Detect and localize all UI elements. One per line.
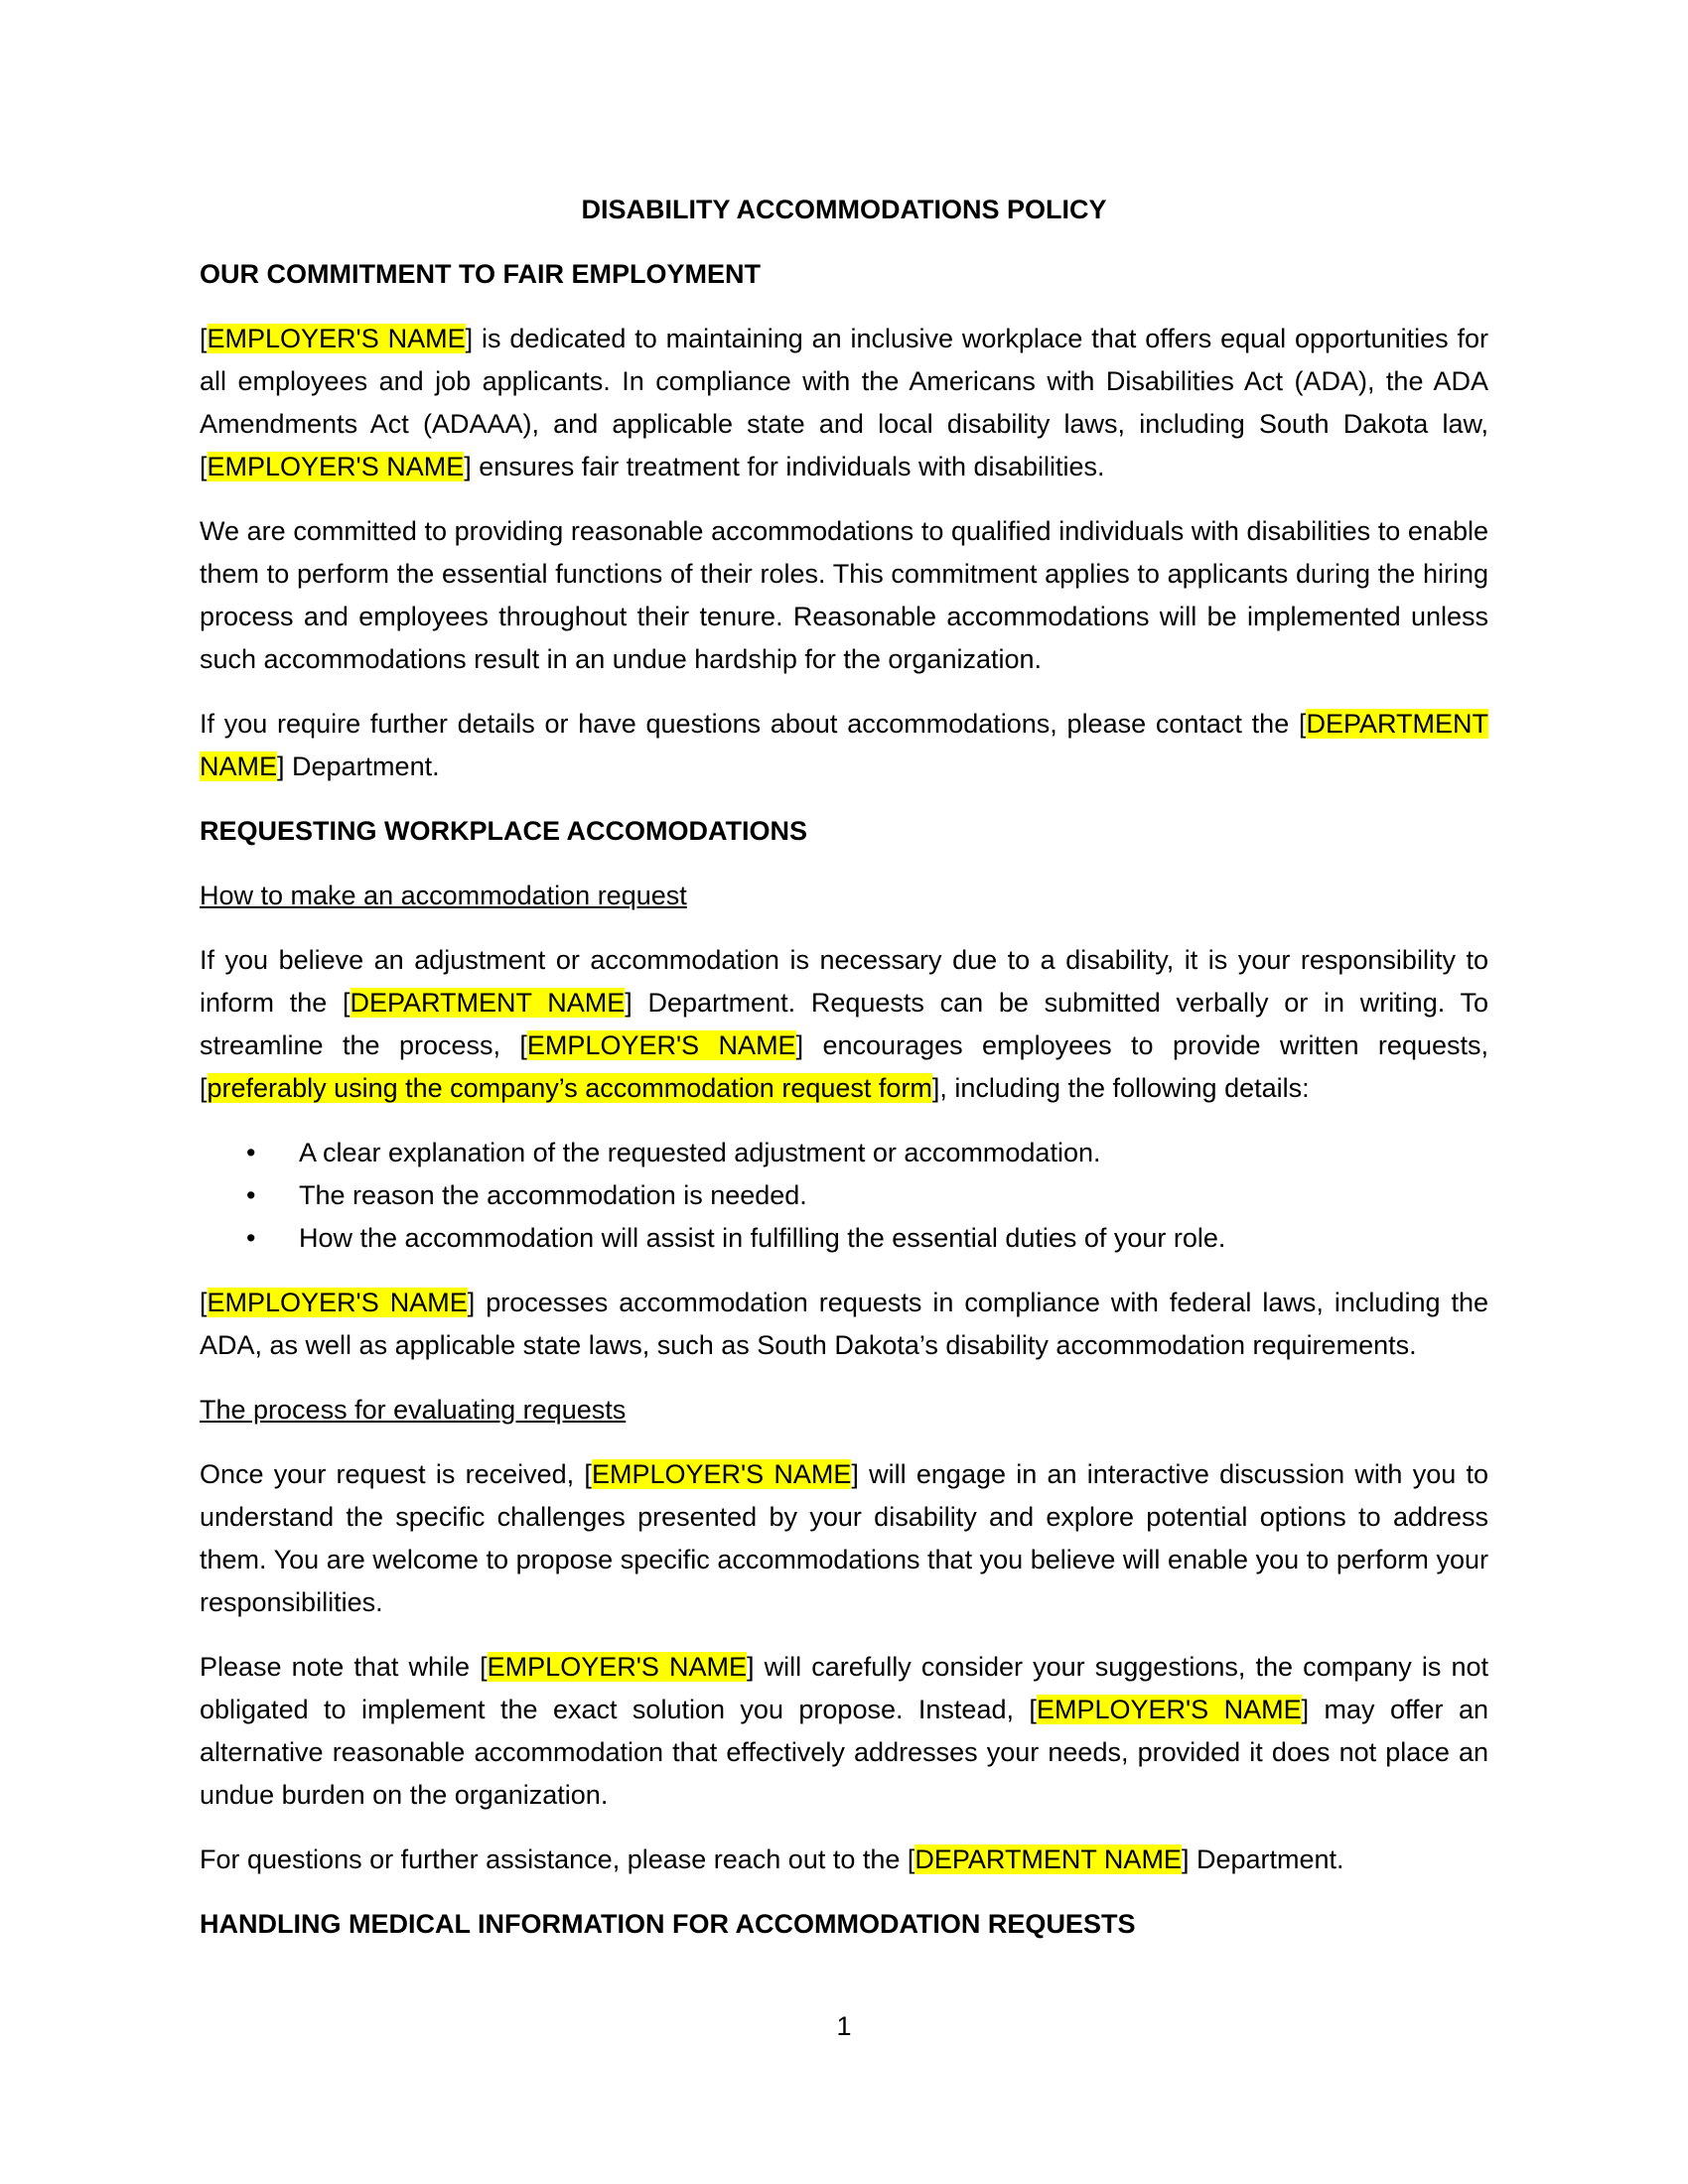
paragraph-commitment-accommodations: We are committed to providing reasonable accommodations to qualified individuals with disabilities to enable them to perform the essential functions of their roles. This commitment applies to applicants during the hiring process and employees throughout their tenure. Reasonable accommodations will be implemented unless such accommodations result in an undue hardship for the organization. [200, 516, 1488, 674]
employer-name-placeholder: EMPLOYER'S NAME [526, 1030, 796, 1060]
text-run: ] Department. [1181, 1844, 1344, 1874]
text-run: ] is dedicated to maintaining an inclusive workplace that offers equal opportunities for all employees and job applicants. In compliance with the Americans with Disabilities Act (ADA), the ADA Amendments Act (ADAAA), and applicable state and local disability laws, including South Dakota law, [ [200, 324, 1488, 481]
paragraph-request-intro [200, 939, 1488, 1110]
subheading-how-to-request: How to make an accommodation request [200, 881, 687, 910]
bullet-icon: • [246, 1223, 256, 1253]
document-title: DISABILITY ACCOMMODATIONS POLICY [581, 195, 1107, 224]
employer-name-placeholder: EMPLOYER'S NAME [207, 1288, 468, 1317]
paragraph-interactive-discussion [200, 1453, 1488, 1624]
employer-name-placeholder: EMPLOYER'S NAME [487, 1652, 748, 1682]
list-item [200, 1217, 1488, 1260]
department-name-placeholder: DEPARTMENT NAME [914, 1844, 1182, 1874]
list-item [200, 1132, 1488, 1174]
list-item-text: A clear explanation of the requested adjustment or accommodation. [299, 1138, 1101, 1167]
paragraph-further-assistance [200, 1839, 1488, 1881]
text-run: For questions or further assistance, please reach out to the [ [200, 1844, 915, 1874]
text-run: Once your request is received, [ [200, 1459, 592, 1489]
text-run: ] processes accommodation requests in compliance with federal laws, including the ADA, as well as applicable state laws, such as South Dakota’s disability accommodation requirements. [200, 1288, 1488, 1360]
list-item [200, 1174, 1488, 1217]
request-details-list [200, 1132, 1488, 1260]
employer-name-placeholder: EMPLOYER'S NAME [207, 452, 465, 481]
text-run: ] may offer an alternative reasonable accommodation that effectively addresses your needs, provided it does not place an undue burden on the organization. [200, 1695, 1488, 1810]
text-run: ], including the following details: [931, 1073, 1310, 1103]
text-run: ] will carefully consider your suggestions, the company is not obligated to implement the exact solution you propose. Instead, [ [200, 1652, 1488, 1724]
employer-name-placeholder: EMPLOYER'S NAME [1036, 1695, 1302, 1724]
paragraph-alternative-accommodation [200, 1646, 1488, 1817]
list-item-text: The reason the accommodation is needed. [299, 1180, 807, 1210]
section-heading-medical-information: HANDLING MEDICAL INFORMATION FOR ACCOMMODATION REQUESTS [200, 1909, 1136, 1939]
employer-name-placeholder: EMPLOYER'S NAME [591, 1459, 852, 1489]
paragraph-commitment-contact [200, 703, 1488, 788]
bullet-icon: • [246, 1138, 256, 1167]
text-run: If you believe an adjustment or accommodation is necessary due to a disability, it is your responsibility to inform the [ [200, 945, 1488, 1018]
subheading-evaluation-process: The process for evaluating requests [200, 1395, 627, 1425]
list-item-text: How the accommodation will assist in fulfilling the essential duties of your role. [299, 1223, 1226, 1253]
paragraph-commitment-intro [200, 318, 1488, 488]
text-run: [ [200, 324, 208, 353]
text-run: ] Department. Requests can be submitted verbally or in writing. To streamline the process, [ [200, 988, 1488, 1060]
document-body [200, 189, 1488, 1968]
department-name-placeholder: DEPARTMENT NAME [350, 988, 626, 1018]
text-run: ] encourages employees to provide written requests, [ [200, 1030, 1488, 1103]
bullet-icon: • [246, 1180, 256, 1210]
section-heading-requesting: REQUESTING WORKPLACE ACCOMODATIONS [200, 816, 807, 846]
text-run: If you require further details or have questions about accommodations, please contact the [ [200, 709, 1307, 739]
department-name-placeholder: DEPARTMENT NAME [200, 709, 1488, 781]
page-number: 1 [836, 2011, 852, 2041]
request-form-placeholder: preferably using the company’s accommodation request form [207, 1073, 932, 1103]
employer-name-placeholder: EMPLOYER'S NAME [207, 324, 466, 353]
section-heading-commitment: OUR COMMITMENT TO FAIR EMPLOYMENT [200, 259, 761, 289]
text-run: Please note that while [ [200, 1652, 488, 1682]
text-run: ] will engage in an interactive discussion with you to understand the specific challenges presented by your disability and explore potential options to address them. You are welcome to propose specific accommodations that you believe will enable you to perform your responsibilities. [200, 1459, 1488, 1617]
text-run: ] Department. [277, 751, 440, 781]
text-run: [ [200, 1288, 208, 1317]
paragraph-compliance [200, 1282, 1488, 1367]
text-run: ] ensures fair treatment for individuals with disabilities. [464, 452, 1105, 481]
